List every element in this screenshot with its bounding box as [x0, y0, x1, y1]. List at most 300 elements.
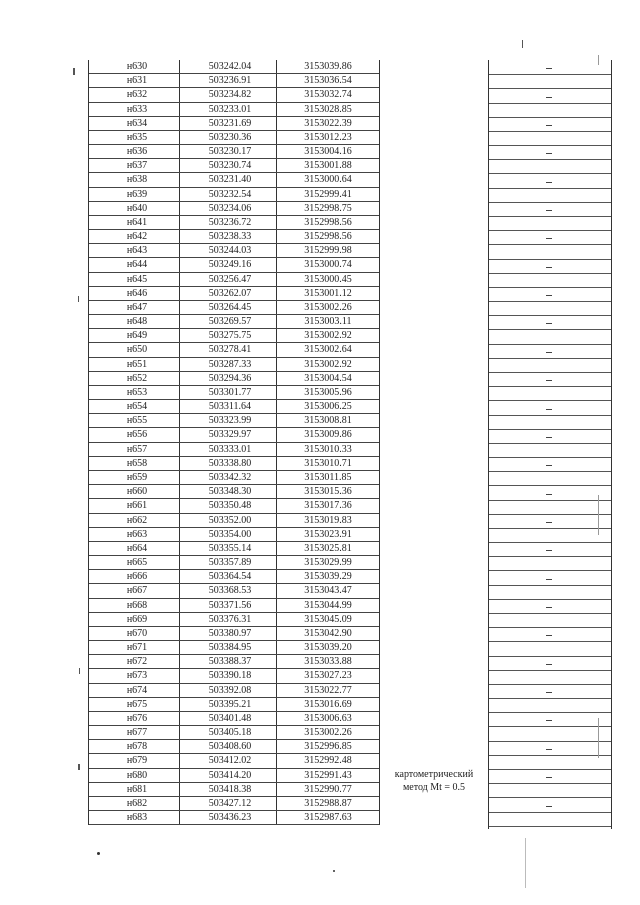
x-coordinate-cell: 503395.21	[180, 698, 277, 711]
point-name-cell: н652	[89, 372, 180, 385]
point-name-cell: н677	[89, 726, 180, 739]
table-row	[89, 655, 379, 669]
table-row	[89, 641, 379, 655]
right-block-line	[489, 103, 611, 104]
scan-dot	[333, 870, 335, 872]
method-note-line1: картометрический	[394, 769, 474, 780]
y-coordinate-cell: 3153042.90	[304, 627, 352, 639]
x-coordinate-cell: 503249.16	[180, 258, 277, 271]
x-coordinate-cell: 503231.69	[180, 117, 277, 130]
point-name-cell: н634	[89, 117, 180, 130]
x-coordinate-cell: 503275.75	[180, 329, 277, 342]
y-coordinate-cell: 3153002.26	[304, 301, 352, 313]
point-name-cell: н666	[89, 570, 180, 583]
point-name-cell: н636	[89, 145, 180, 158]
x-coordinate-cell: 503230.17	[180, 145, 277, 158]
x-coordinate-cell: 503392.08	[180, 684, 277, 697]
x-coordinate-cell: 503232.54	[180, 188, 277, 201]
right-block-tick	[546, 720, 552, 721]
x-coordinate-cell: 503436.23	[180, 811, 277, 824]
x-coordinate-cell: 503242.04	[180, 60, 277, 73]
y-coordinate-cell: 3153019.83	[304, 514, 352, 526]
right-block-line	[489, 301, 611, 302]
table-row	[89, 669, 379, 683]
point-name-cell: н639	[89, 188, 180, 201]
y-coordinate-cell: 3153032.74	[304, 89, 352, 101]
table-row	[89, 457, 379, 471]
coordinates-table	[88, 60, 380, 825]
point-name-cell: н647	[89, 301, 180, 314]
y-coordinate-cell: 3153044.99	[304, 599, 352, 611]
y-coordinate-cell: 3152987.63	[304, 812, 352, 824]
y-coordinate-cell: 3152991.43	[304, 769, 352, 781]
table-row	[89, 684, 379, 698]
x-coordinate-cell: 503329.97	[180, 428, 277, 441]
y-coordinate-cell: 3153017.36	[304, 500, 352, 512]
table-row	[89, 131, 379, 145]
table-row	[89, 400, 379, 414]
y-coordinate-cell: 3153002.92	[304, 358, 352, 370]
y-coordinate-cell: 3152998.56	[304, 216, 352, 228]
y-coordinate-cell: 3153029.99	[304, 557, 352, 569]
table-row	[89, 712, 379, 726]
y-coordinate-cell: 3153001.12	[304, 287, 352, 299]
table-row	[89, 627, 379, 641]
right-block-line	[489, 358, 611, 359]
x-coordinate-cell: 503371.56	[180, 599, 277, 612]
y-coordinate-cell: 3153002.92	[304, 330, 352, 342]
x-coordinate-cell: 503427.12	[180, 797, 277, 810]
point-name-cell: н667	[89, 584, 180, 597]
x-coordinate-cell: 503264.45	[180, 301, 277, 314]
x-coordinate-cell: 503364.54	[180, 570, 277, 583]
right-block-line	[489, 443, 611, 444]
point-name-cell: н676	[89, 712, 180, 725]
right-column-block	[488, 60, 612, 829]
point-name-cell: н679	[89, 754, 180, 767]
table-row	[89, 528, 379, 542]
table-row	[89, 471, 379, 485]
right-block-line	[489, 726, 611, 727]
y-coordinate-cell: 3153028.85	[304, 103, 352, 115]
right-block-tick	[546, 323, 552, 324]
y-coordinate-cell: 3152998.75	[304, 202, 352, 214]
table-row	[89, 301, 379, 315]
method-note	[380, 768, 488, 794]
x-coordinate-cell: 503323.99	[180, 414, 277, 427]
x-coordinate-cell: 503338.80	[180, 457, 277, 470]
x-coordinate-cell: 503380.97	[180, 627, 277, 640]
right-block-line	[489, 797, 611, 798]
x-coordinate-cell: 503262.07	[180, 287, 277, 300]
y-coordinate-cell: 3153033.88	[304, 656, 352, 668]
y-coordinate-cell: 3153011.85	[304, 471, 352, 483]
point-name-cell: н661	[89, 499, 180, 512]
right-block-tick	[546, 210, 552, 211]
table-row	[89, 273, 379, 287]
x-coordinate-cell: 503231.40	[180, 173, 277, 186]
right-block-tick	[546, 550, 552, 551]
right-block-line	[489, 783, 611, 784]
x-coordinate-cell: 503301.77	[180, 386, 277, 399]
table-row	[89, 514, 379, 528]
table-row	[89, 428, 379, 442]
right-block-line	[489, 627, 611, 628]
y-coordinate-cell: 3153000.64	[304, 174, 352, 186]
table-row	[89, 556, 379, 570]
y-coordinate-cell: 3153023.91	[304, 528, 352, 540]
table-row	[89, 811, 379, 825]
y-coordinate-cell: 3153008.81	[304, 415, 352, 427]
y-coordinate-cell: 3152998.56	[304, 231, 352, 243]
right-block-line	[489, 755, 611, 756]
x-coordinate-cell: 503354.00	[180, 528, 277, 541]
y-coordinate-cell: 3153001.88	[304, 160, 352, 172]
x-coordinate-cell: 503418.38	[180, 783, 277, 796]
y-coordinate-cell: 3153039.29	[304, 571, 352, 583]
point-name-cell: н657	[89, 443, 180, 456]
table-row	[89, 443, 379, 457]
point-name-cell: н632	[89, 88, 180, 101]
right-block-line	[489, 273, 611, 274]
right-block-tick	[546, 437, 552, 438]
y-coordinate-cell: 3153045.09	[304, 613, 352, 625]
right-block-line	[489, 500, 611, 501]
table-row	[89, 570, 379, 584]
table-row	[89, 88, 379, 102]
point-name-cell: н670	[89, 627, 180, 640]
table-row	[89, 783, 379, 797]
right-block-line	[489, 117, 611, 118]
table-row	[89, 769, 379, 783]
table-row	[89, 244, 379, 258]
right-block-line	[489, 641, 611, 642]
x-coordinate-cell: 503236.91	[180, 74, 277, 87]
scan-mark	[598, 718, 599, 758]
table-row	[89, 797, 379, 811]
y-coordinate-cell: 3153004.54	[304, 372, 352, 384]
point-name-cell: н645	[89, 273, 180, 286]
right-block-tick	[546, 295, 552, 296]
table-row	[89, 386, 379, 400]
right-block-line	[489, 826, 611, 827]
x-coordinate-cell: 503368.53	[180, 584, 277, 597]
scan-mark	[78, 296, 79, 302]
table-row	[89, 216, 379, 230]
table-row	[89, 287, 379, 301]
x-coordinate-cell: 503376.31	[180, 613, 277, 626]
right-block-tick	[546, 777, 552, 778]
right-block-line	[489, 485, 611, 486]
right-block-tick	[546, 153, 552, 154]
point-name-cell: н656	[89, 428, 180, 441]
scan-mark	[598, 55, 599, 65]
right-block-tick	[546, 352, 552, 353]
right-block-tick	[546, 749, 552, 750]
right-block-line	[489, 599, 611, 600]
right-block-tick	[546, 494, 552, 495]
point-name-cell: н672	[89, 655, 180, 668]
table-row	[89, 230, 379, 244]
y-coordinate-cell: 3153010.71	[304, 457, 352, 469]
table-row	[89, 499, 379, 513]
y-coordinate-cell: 3152988.87	[304, 797, 352, 809]
x-coordinate-cell: 503405.18	[180, 726, 277, 739]
table-row	[89, 599, 379, 613]
y-coordinate-cell: 3153000.74	[304, 259, 352, 271]
point-name-cell: н635	[89, 131, 180, 144]
y-coordinate-cell: 3153010.33	[304, 443, 352, 455]
table-row	[89, 584, 379, 598]
x-coordinate-cell: 503311.64	[180, 400, 277, 413]
x-coordinate-cell: 503412.02	[180, 754, 277, 767]
point-name-cell: н671	[89, 641, 180, 654]
scan-mark	[73, 68, 75, 75]
right-block-line	[489, 528, 611, 529]
x-coordinate-cell: 503342.32	[180, 471, 277, 484]
point-name-cell: н650	[89, 343, 180, 356]
right-block-line	[489, 656, 611, 657]
right-block-line	[489, 556, 611, 557]
y-coordinate-cell: 3152996.85	[304, 741, 352, 753]
scan-mark	[522, 40, 523, 48]
right-block-line	[489, 259, 611, 260]
table-row	[89, 60, 379, 74]
right-block-line	[489, 684, 611, 685]
right-block-line	[489, 315, 611, 316]
right-block-line	[489, 244, 611, 245]
right-block-line	[489, 386, 611, 387]
point-name-cell: н673	[89, 669, 180, 682]
x-coordinate-cell: 503388.37	[180, 655, 277, 668]
point-name-cell: н660	[89, 485, 180, 498]
right-block-line	[489, 372, 611, 373]
y-coordinate-cell: 3153006.63	[304, 712, 352, 724]
point-name-cell: н631	[89, 74, 180, 87]
right-block-line	[489, 514, 611, 515]
point-name-cell: н682	[89, 797, 180, 810]
y-coordinate-cell: 3153025.81	[304, 542, 352, 554]
x-coordinate-cell: 503333.01	[180, 443, 277, 456]
x-coordinate-cell: 503244.03	[180, 244, 277, 257]
table-row	[89, 103, 379, 117]
point-name-cell: н663	[89, 528, 180, 541]
right-block-line	[489, 698, 611, 699]
table-row	[89, 698, 379, 712]
y-coordinate-cell: 3153039.20	[304, 642, 352, 654]
y-coordinate-cell: 3153016.69	[304, 698, 352, 710]
table-row	[89, 202, 379, 216]
table-row	[89, 258, 379, 272]
x-coordinate-cell: 503348.30	[180, 485, 277, 498]
table-row	[89, 414, 379, 428]
right-block-line	[489, 471, 611, 472]
point-name-cell: н678	[89, 740, 180, 753]
y-coordinate-cell: 3153043.47	[304, 585, 352, 597]
right-block-tick	[546, 267, 552, 268]
right-block-line	[489, 670, 611, 671]
right-block-tick	[546, 692, 552, 693]
x-coordinate-cell: 503390.18	[180, 669, 277, 682]
right-block-tick	[546, 380, 552, 381]
x-coordinate-cell: 503352.00	[180, 514, 277, 527]
y-coordinate-cell: 3153036.54	[304, 75, 352, 87]
y-coordinate-cell: 3153000.45	[304, 273, 352, 285]
right-block-line	[489, 159, 611, 160]
point-name-cell: н664	[89, 542, 180, 555]
right-block-line	[489, 741, 611, 742]
point-name-cell: н648	[89, 315, 180, 328]
x-coordinate-cell: 503256.47	[180, 273, 277, 286]
y-coordinate-cell: 3153009.86	[304, 429, 352, 441]
right-block-line	[489, 74, 611, 75]
right-block-line	[489, 400, 611, 401]
y-coordinate-cell: 3152999.41	[304, 188, 352, 200]
point-name-cell: н633	[89, 103, 180, 116]
x-coordinate-cell: 503408.60	[180, 740, 277, 753]
right-block-line	[489, 216, 611, 217]
point-name-cell: н642	[89, 230, 180, 243]
right-block-line	[489, 415, 611, 416]
table-row	[89, 315, 379, 329]
table-row	[89, 329, 379, 343]
point-name-cell: н658	[89, 457, 180, 470]
table-row	[89, 740, 379, 754]
right-block-tick	[546, 125, 552, 126]
y-coordinate-cell: 3153002.26	[304, 727, 352, 739]
right-block-line	[489, 457, 611, 458]
point-name-cell: н649	[89, 329, 180, 342]
x-coordinate-cell: 503384.95	[180, 641, 277, 654]
right-block-line	[489, 812, 611, 813]
right-block-tick	[546, 579, 552, 580]
x-coordinate-cell: 503230.74	[180, 159, 277, 172]
right-block-tick	[546, 68, 552, 69]
x-coordinate-cell: 503234.06	[180, 202, 277, 215]
x-coordinate-cell: 503230.36	[180, 131, 277, 144]
y-coordinate-cell: 3153002.64	[304, 344, 352, 356]
point-name-cell: н662	[89, 514, 180, 527]
y-coordinate-cell: 3153039.86	[304, 61, 352, 72]
point-name-cell: н651	[89, 358, 180, 371]
table-row	[89, 485, 379, 499]
table-row	[89, 188, 379, 202]
point-name-cell: н644	[89, 258, 180, 271]
right-block-line	[489, 145, 611, 146]
point-name-cell: н680	[89, 769, 180, 782]
y-coordinate-cell: 3152992.48	[304, 755, 352, 767]
right-block-line	[489, 202, 611, 203]
x-coordinate-cell: 503355.14	[180, 542, 277, 555]
right-block-line	[489, 429, 611, 430]
point-name-cell: н654	[89, 400, 180, 413]
point-name-cell: н674	[89, 684, 180, 697]
table-row	[89, 542, 379, 556]
scan-mark	[598, 495, 599, 535]
x-coordinate-cell: 503238.33	[180, 230, 277, 243]
point-name-cell: н630	[89, 60, 180, 73]
scan-mark	[525, 838, 526, 888]
right-block-line	[489, 613, 611, 614]
table-row	[89, 372, 379, 386]
table-row	[89, 117, 379, 131]
right-block-tick	[546, 465, 552, 466]
y-coordinate-cell: 3153004.16	[304, 146, 352, 158]
right-block-line	[489, 287, 611, 288]
x-coordinate-cell: 503233.01	[180, 103, 277, 116]
right-block-line	[489, 542, 611, 543]
table-row	[89, 343, 379, 357]
x-coordinate-cell: 503294.36	[180, 372, 277, 385]
right-block-line	[489, 230, 611, 231]
table-row	[89, 159, 379, 173]
right-block-tick	[546, 806, 552, 807]
point-name-cell: н637	[89, 159, 180, 172]
point-name-cell: н641	[89, 216, 180, 229]
x-coordinate-cell: 503287.33	[180, 358, 277, 371]
right-block-line	[489, 570, 611, 571]
point-name-cell: н681	[89, 783, 180, 796]
y-coordinate-cell: 3153012.23	[304, 131, 352, 143]
table-row	[89, 358, 379, 372]
right-block-line	[489, 88, 611, 89]
right-block-tick	[546, 664, 552, 665]
right-block-line	[489, 188, 611, 189]
scan-dot	[97, 852, 100, 855]
x-coordinate-cell: 503357.89	[180, 556, 277, 569]
y-coordinate-cell: 3153003.11	[304, 316, 352, 328]
right-block-line	[489, 131, 611, 132]
right-block-tick	[546, 522, 552, 523]
x-coordinate-cell: 503414.20	[180, 769, 277, 782]
x-coordinate-cell: 503401.48	[180, 712, 277, 725]
table-row	[89, 613, 379, 627]
x-coordinate-cell: 503350.48	[180, 499, 277, 512]
method-note-line2: метод Mt = 0.5	[402, 782, 466, 793]
table-row	[89, 726, 379, 740]
scan-mark	[78, 764, 80, 770]
point-name-cell: н638	[89, 173, 180, 186]
y-coordinate-cell: 3153022.39	[304, 117, 352, 129]
table-row	[89, 173, 379, 187]
point-name-cell: н646	[89, 287, 180, 300]
table-row	[89, 74, 379, 88]
right-block-line	[489, 585, 611, 586]
right-block-line	[489, 712, 611, 713]
x-coordinate-cell: 503269.57	[180, 315, 277, 328]
point-name-cell: н665	[89, 556, 180, 569]
right-block-line	[489, 173, 611, 174]
table-row	[89, 754, 379, 768]
point-name-cell: н653	[89, 386, 180, 399]
point-name-cell: н669	[89, 613, 180, 626]
table-row	[89, 145, 379, 159]
right-block-tick	[546, 238, 552, 239]
right-block-tick	[546, 409, 552, 410]
point-name-cell: н659	[89, 471, 180, 484]
point-name-cell: н640	[89, 202, 180, 215]
point-name-cell: н675	[89, 698, 180, 711]
right-block-tick	[546, 607, 552, 608]
point-name-cell: н668	[89, 599, 180, 612]
point-name-cell: н655	[89, 414, 180, 427]
right-block-line	[489, 344, 611, 345]
y-coordinate-cell: 3153006.25	[304, 401, 352, 413]
point-name-cell: н643	[89, 244, 180, 257]
right-block-line	[489, 769, 611, 770]
y-coordinate-cell: 3153022.77	[304, 684, 352, 696]
x-coordinate-cell: 503234.82	[180, 88, 277, 101]
